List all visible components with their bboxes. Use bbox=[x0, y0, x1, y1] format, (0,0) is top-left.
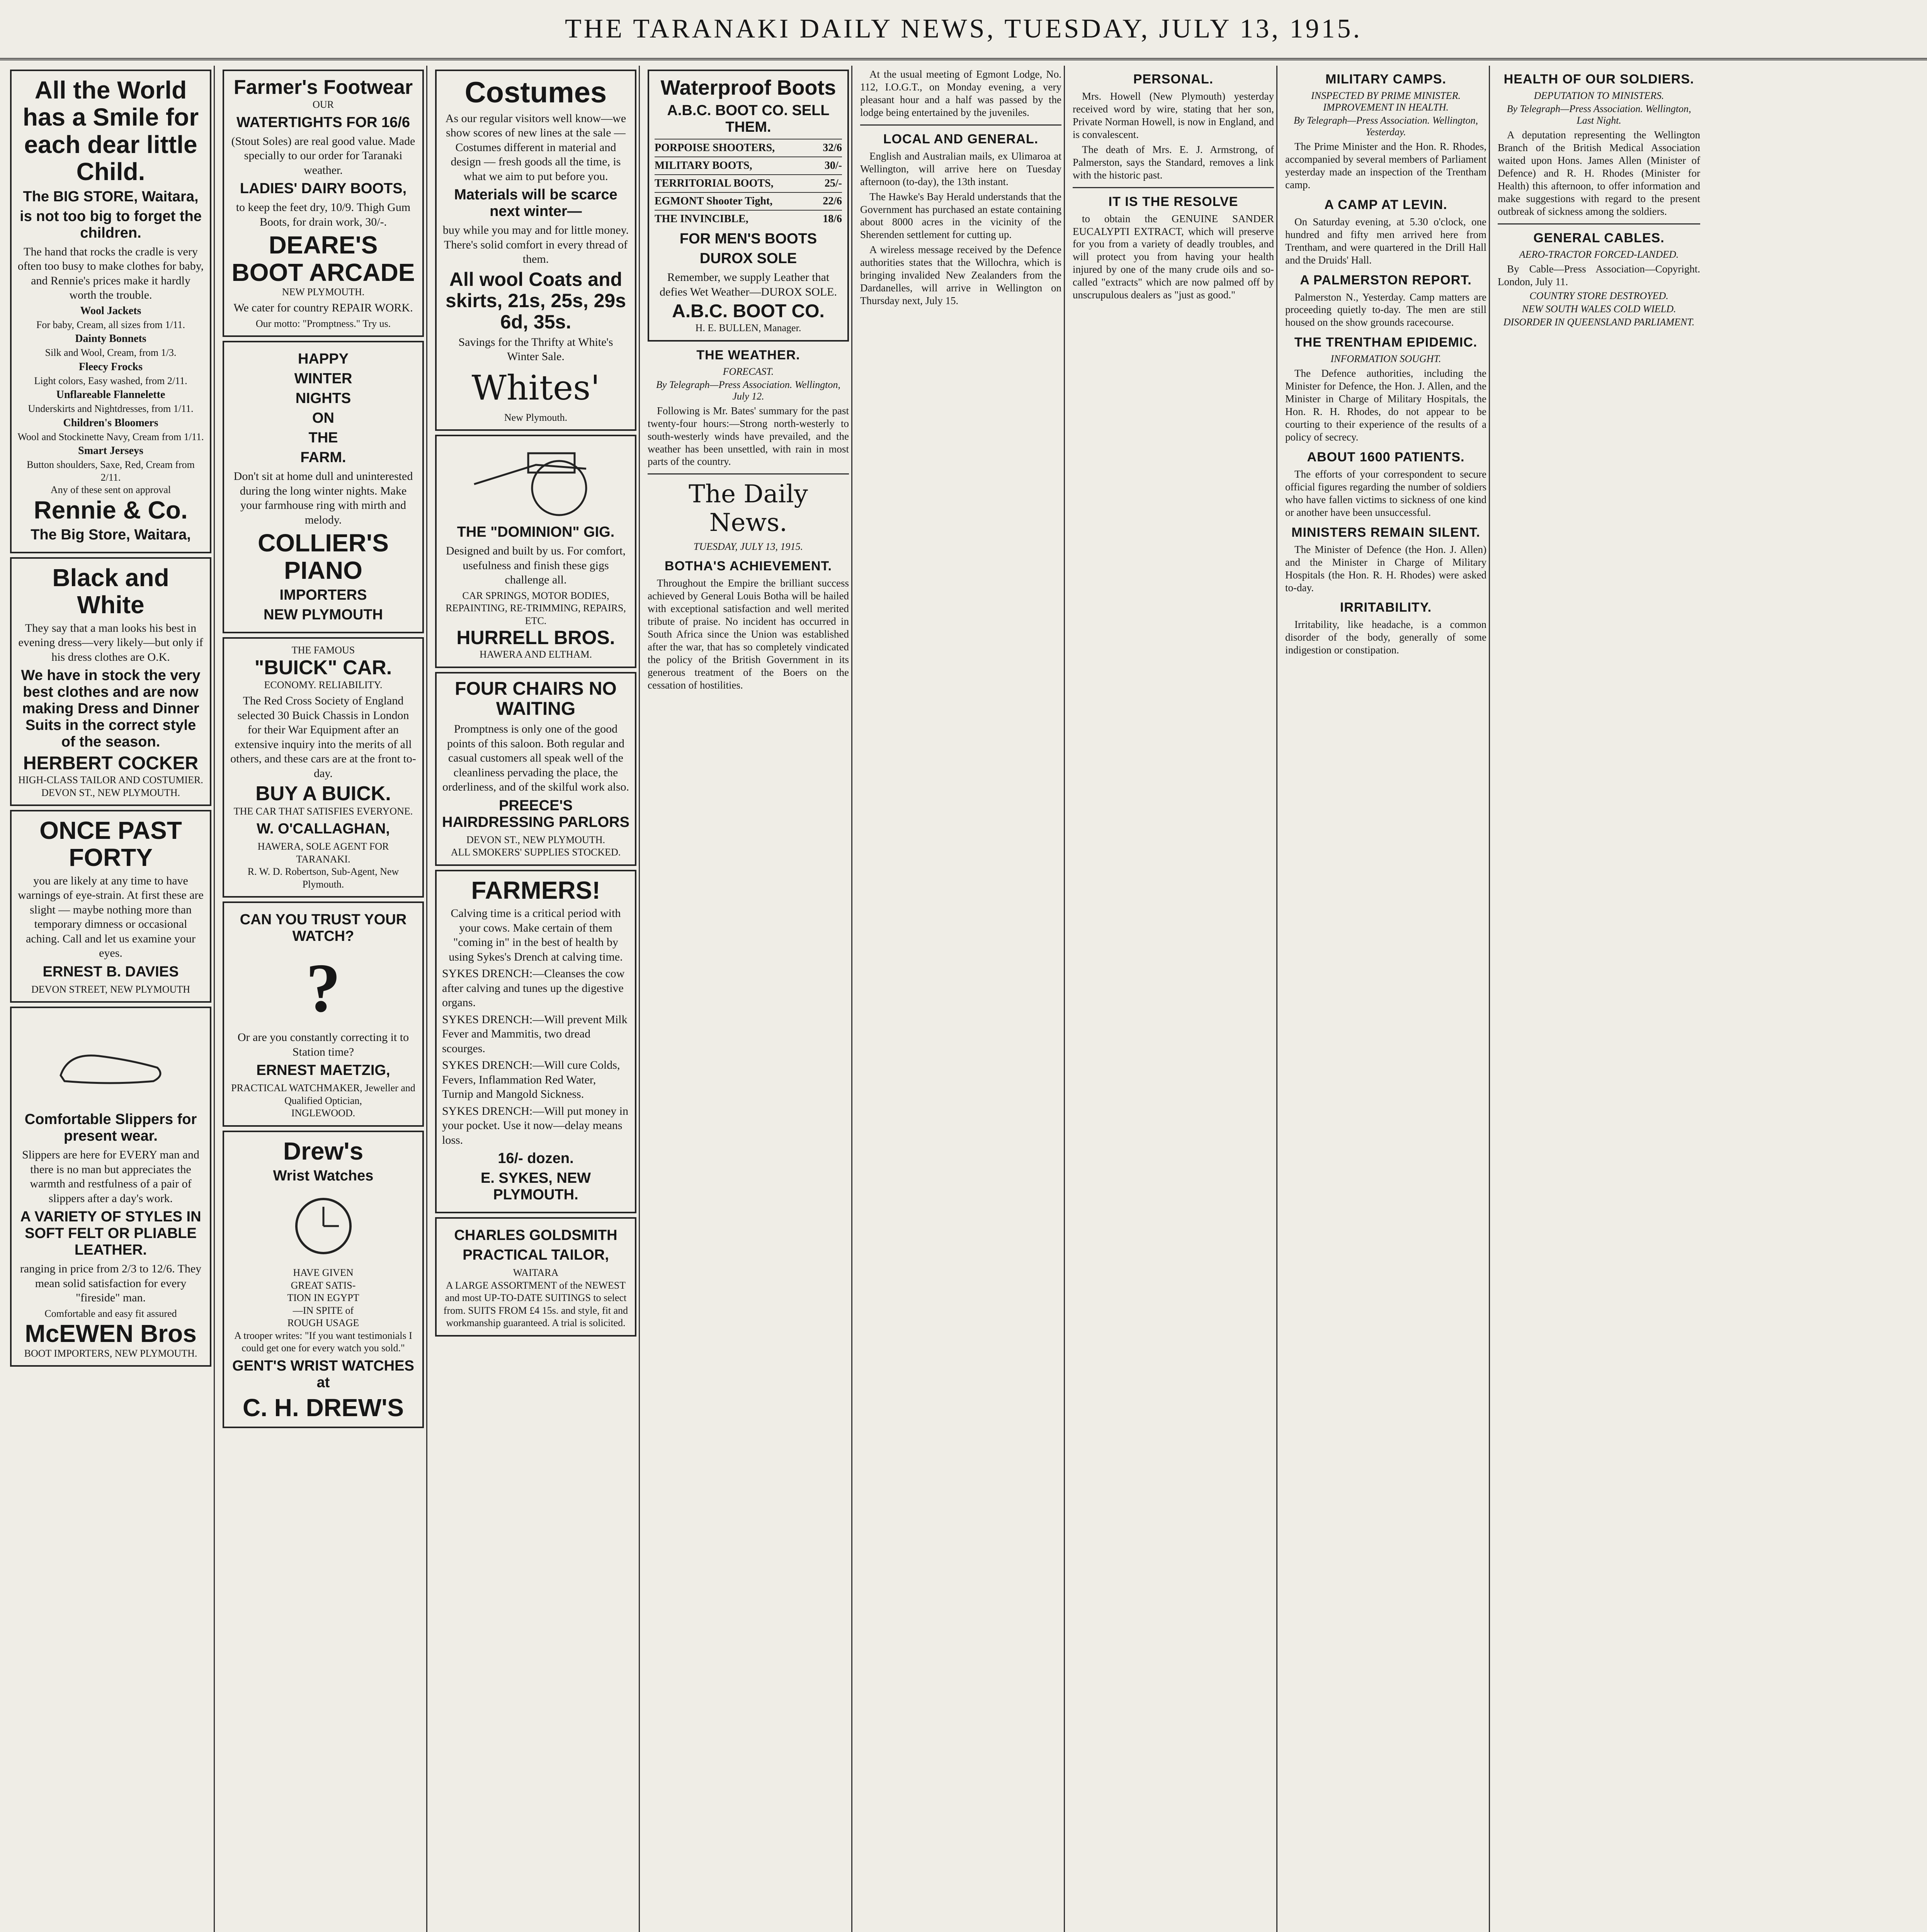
item-name: Dainty Bonnets bbox=[75, 333, 146, 345]
costumes-offer: All wool Coats and skirts, 21s, 25s, 29s 6d, 35s. bbox=[445, 268, 626, 333]
abc-sub: A.B.C. BOOT CO. SELL THEM. bbox=[667, 102, 830, 136]
item-desc: Silk and Wool, Cream, from 1/3. bbox=[45, 347, 177, 359]
maetzig-city: INGLEWOOD. bbox=[291, 1107, 355, 1119]
buick-tagline: ECONOMY. RELIABILITY. bbox=[264, 679, 383, 690]
approval-note: Any of these sent on approval bbox=[50, 484, 171, 496]
ministers-headline: MINISTERS REMAIN SILENT. bbox=[1291, 525, 1480, 540]
column-1 bbox=[8, 66, 215, 1932]
collier-importers: IMPORTERS bbox=[279, 587, 367, 604]
footwear-headline: Farmer's Footwear bbox=[233, 76, 413, 99]
drew-ad bbox=[223, 1131, 424, 1428]
cocker-address: DEVON ST., NEW PLYMOUTH. bbox=[41, 787, 180, 798]
costumes-ad bbox=[435, 70, 636, 431]
buick-headline: "BUICK" CAR. bbox=[254, 656, 392, 679]
trentham-headline: THE TRENTHAM EPIDEMIC. bbox=[1294, 335, 1478, 350]
slipper-icon bbox=[53, 1017, 169, 1102]
collier-company: COLLIER'S bbox=[258, 529, 389, 557]
sykes-item: SYKES DRENCH:—Will prevent Milk Fever and Mammitis, two dread scourges. bbox=[442, 1013, 628, 1055]
boot-price: 32/6 bbox=[823, 142, 842, 154]
abc-durox: DUROX SOLE bbox=[699, 250, 797, 267]
davies-body: you are likely at any time to have warnings of eye-strain. At first these are slight — maybe nothing more than temporary dimness or occasional aching. Call and let us examine your eyes. bbox=[18, 874, 204, 960]
drew-quote: A trooper writes: "If you want testimonials I could get one for every watch you sold." bbox=[234, 1330, 412, 1354]
maetzig-headline: CAN YOU TRUST YOUR WATCH? bbox=[240, 912, 407, 945]
local-body: The Hawke's Bay Herald understands that the Government has purchased an estate containing about 8000 acres in the vicinity of the Sherenden settlement for cutting up. bbox=[860, 190, 1061, 241]
item-desc: Light colors, Easy washed, from 2/11. bbox=[34, 375, 187, 386]
cables-headline: GENERAL CABLES. bbox=[1533, 230, 1665, 245]
buick-ad bbox=[223, 637, 424, 898]
item-name: Unflareable Flannelette bbox=[56, 389, 165, 401]
mcewen-prices: ranging in price from 2/3 to 12/6. They mean solid satisfaction for every "fireside" man. bbox=[20, 1262, 202, 1304]
boot-name: MILITARY BOOTS, bbox=[655, 160, 752, 172]
preece-company: PREECE'S HAIRDRESSING PARLORS bbox=[442, 797, 629, 830]
sykes-price: 16/- dozen. bbox=[498, 1150, 574, 1167]
sykes-item: SYKES DRENCH:—Will cure Colds, Fevers, Inflammation Red Water, Turnip and Mangold Sickness. bbox=[442, 1059, 620, 1101]
drew-company: C. H. DREW'S bbox=[243, 1393, 404, 1422]
military-headline: MILITARY CAMPS. bbox=[1325, 72, 1446, 87]
sykes-headline: FARMERS! bbox=[471, 876, 600, 904]
item-desc: Button shoulders, Saxe, Red, Cream from 2/11. bbox=[27, 459, 195, 483]
collier-word: ON bbox=[312, 410, 334, 427]
deare-address: NEW PLYMOUTH. bbox=[282, 286, 365, 298]
collier-word: WINTER bbox=[294, 371, 352, 387]
hurrell-services: CAR SPRINGS, MOTOR BODIES, REPAINTING, RE-TRIMMING, REPAIRS, ETC. bbox=[446, 590, 626, 626]
mcewen-body: Slippers are here for EVERY man and there is no man but appreciates the warmth and restfulness of a pair of slippers after a day's work. bbox=[22, 1148, 199, 1205]
column-3 bbox=[433, 66, 640, 1932]
sykes-ad bbox=[435, 870, 636, 1213]
collier-ad bbox=[223, 341, 424, 633]
mcewen-ad bbox=[10, 1007, 211, 1367]
sykes-item: SYKES DRENCH:—Cleanses the cow after calving and tunes up the digestive organs. bbox=[442, 967, 625, 1009]
price-row bbox=[655, 156, 842, 174]
drew-item: GREAT SATIS- bbox=[291, 1279, 356, 1291]
wrist-watch-icon bbox=[285, 1187, 362, 1265]
item-name: Smart Jerseys bbox=[78, 445, 143, 457]
palmerston-body: Palmerston N., Yesterday. Camp matters are proceeding quietly to-day. The men are still housed on the show grounds racecourse. bbox=[1285, 291, 1486, 328]
costumes-headline: Costumes bbox=[464, 76, 607, 109]
column-8 bbox=[1495, 66, 1702, 1932]
company-sub: The Big Store, Waitara, bbox=[31, 526, 191, 543]
resolve-body: to obtain the GENUINE SANDER EUCALYPTI EXTRACT, which will preserve for you from a variety of deadly troubles, and will protect you from having your health injured by one of the many crude oils and so-called "extracts" which are now palmed off by unscrupulous dealers as "just as good." bbox=[1073, 213, 1274, 301]
collier-word: THE bbox=[308, 430, 338, 446]
military-sub: INSPECTED BY PRIME MINISTER. IMPROVEMENT IN HEALTH. bbox=[1311, 90, 1461, 113]
deare-arcade: BOOT ARCADE bbox=[231, 258, 415, 286]
preece-note: ALL SMOKERS' SUPPLIES STOCKED. bbox=[451, 847, 621, 858]
mcewen-headline: Comfortable Slippers for present wear. bbox=[24, 1111, 197, 1145]
goldsmith-role: PRACTICAL TAILOR, bbox=[463, 1247, 609, 1264]
column-6 bbox=[1070, 66, 1277, 1932]
footwear-line1: WATERTIGHTS FOR 16/6 bbox=[236, 114, 410, 131]
trentham-body: The Defence authorities, including the Minister for Defence, the Hon. J. Allen, and the Minister in Charge of Military Hospitals, the Hon. R. H. Rhodes, do not appear to be courting to their experience of the results of a policy of secrecy. bbox=[1285, 367, 1486, 443]
abc-remember: Remember, we supply Leather that defies Wet Weather—DUROX SOLE. bbox=[660, 271, 837, 298]
resolve-headline: IT IS THE RESOLVE bbox=[1108, 194, 1238, 209]
paper-name: The Daily News. bbox=[689, 480, 808, 537]
drew-item: TION IN EGYPT bbox=[287, 1292, 359, 1304]
buick-subagent: R. W. D. Robertson, Sub-Agent, New Plymouth. bbox=[247, 866, 399, 890]
boot-price: 25/- bbox=[824, 177, 842, 190]
weather-forecast: FORECAST. bbox=[723, 366, 774, 377]
item-desc: For baby, Cream, all sizes from 1/11. bbox=[36, 319, 185, 330]
buick-satisfies: THE CAR THAT SATISFIES EVERYONE. bbox=[233, 805, 413, 817]
buick-cta: BUY A BUICK. bbox=[255, 782, 391, 805]
goldsmith-name: CHARLES GOLDSMITH bbox=[454, 1227, 617, 1244]
masthead-title: THE TARANAKI DAILY NEWS, TUESDAY, JULY 13, 1915. bbox=[565, 14, 1362, 44]
maetzig-role: PRACTICAL WATCHMAKER, Jeweller and Qualified Optician, bbox=[231, 1082, 415, 1106]
local-headline: LOCAL AND GENERAL. bbox=[883, 131, 1039, 146]
collier-word: HAPPY bbox=[298, 351, 349, 367]
maetzig-name: ERNEST MAETZIG, bbox=[256, 1062, 390, 1079]
item-name: Fleecy Frocks bbox=[78, 361, 143, 373]
costumes-materials: Materials will be scarce next winter— bbox=[454, 187, 617, 220]
mcewen-variety: A VARIETY OF STYLES IN SOFT FELT OR PLIABLE LEATHER. bbox=[20, 1209, 201, 1259]
big-store-ad bbox=[10, 70, 211, 553]
divider bbox=[1073, 187, 1274, 188]
mcewen-note: Comfortable and easy fit assured bbox=[44, 1308, 177, 1319]
buick-famous: THE FAMOUS bbox=[291, 645, 355, 656]
boot-name: THE INVINCIBLE, bbox=[655, 213, 748, 225]
big-store-tagline: is not too big to forget the children. bbox=[20, 208, 202, 241]
column-2 bbox=[220, 66, 427, 1932]
collier-city: NEW PLYMOUTH bbox=[264, 607, 383, 623]
preece-body: Promptness is only one of the good points of this saloon. Both regular and casual customers all speak well of the cleanliness pervading the place, the orderliness, and of the skilful work also. bbox=[442, 723, 629, 794]
personal-headline: PERSONAL. bbox=[1133, 72, 1214, 87]
cocker-name: HERBERT COCKER bbox=[23, 753, 199, 774]
collier-product: PIANO bbox=[284, 556, 362, 584]
cocker-role: HIGH-CLASS TAILOR AND COSTUMIER. bbox=[18, 774, 203, 786]
cocker-headline: Black and White bbox=[52, 563, 169, 619]
footwear-line2: (Stout Soles) are real good value. Made specially to our order for Taranaki weather. bbox=[231, 134, 415, 177]
big-store-intro: The hand that rocks the cradle is very often too busy to make clothes for baby, and Rennie's prices make it hardly worth the trouble. bbox=[17, 245, 204, 302]
abc-company: A.B.C. BOOT CO. bbox=[672, 301, 825, 322]
drew-item: ROUGH USAGE bbox=[287, 1317, 359, 1329]
abc-boot-ad bbox=[648, 70, 849, 342]
sykes-item: SYKES DRENCH:—Will put money in your pocket. Use it now—delay means loss. bbox=[442, 1104, 629, 1146]
boot-name: EGMONT Shooter Tight, bbox=[655, 195, 773, 207]
collier-body: Don't sit at home dull and uninterested during the long winter nights. Make your farmhouse ring with mirth and melody. bbox=[233, 470, 413, 526]
column-5 bbox=[858, 66, 1065, 1932]
local-body: English and Australian mails, ex Ulimaroa at Wellington, will arrive here on Tuesday afternoon (to-day), the 13th instant. bbox=[860, 150, 1061, 187]
hurrell-ad bbox=[435, 435, 636, 668]
drew-product: Wrist Watches bbox=[273, 1168, 374, 1184]
drew-brand: Drew's bbox=[283, 1137, 364, 1165]
newspaper-page bbox=[8, 66, 1919, 1932]
buick-body: The Red Cross Society of England selected 30 Buick Chassis in London for their War Equipment after an extensive inquiry into the merits of all others, and these cars are at the front to-day. bbox=[230, 694, 416, 780]
footwear-our: OUR bbox=[313, 99, 334, 111]
question-mark-icon: ? bbox=[306, 949, 341, 1027]
maetzig-body: Or are you constantly correcting it to Station time? bbox=[237, 1031, 409, 1058]
editorial-headline: BOTHA'S ACHIEVEMENT. bbox=[665, 559, 832, 574]
preece-ad bbox=[435, 672, 636, 866]
abc-mens: FOR MEN'S BOOTS bbox=[679, 231, 817, 247]
weather-body: Following is Mr. Bates' summary for the past twenty-four hours:—Strong north-westerly to south-westerly winds have prevailed, and the weather has been unsettled, with rain in most parts of the country. bbox=[648, 405, 849, 468]
cables-sub: AERO-TRACTOR FORCED-LANDED. bbox=[1519, 248, 1679, 260]
price-row bbox=[655, 210, 842, 228]
item-name: Wool Jackets bbox=[80, 304, 141, 317]
big-store-name: The BIG STORE, Waitara, bbox=[23, 188, 199, 205]
health-body: A deputation representing the Wellington Branch of the British Medical Association waited upon Hons. James Allen (Minister of Defence) and R. H. Rhodes (Minister for Health) this afternoon, to offer information and make suggestions with regard to the present outbreak of sickness among the soldiers. bbox=[1498, 129, 1700, 217]
drew-sub: GENT'S WRIST WATCHES at bbox=[232, 1357, 414, 1391]
deare-motto: Our motto: "Promptness." Try us. bbox=[255, 318, 391, 329]
divider bbox=[648, 473, 849, 474]
abc-manager: H. E. BULLEN, Manager. bbox=[695, 322, 801, 334]
patients-headline: ABOUT 1600 PATIENTS. bbox=[1307, 449, 1465, 464]
cables-sub: DISORDER IN QUEENSLAND PARLIAMENT. bbox=[1503, 316, 1695, 328]
patients-body: The efforts of your correspondent to secure official figures regarding the number of soldiers who have fallen victims to sickness of one kind or another have been unsuccessful. bbox=[1285, 468, 1486, 518]
costumes-body: As our regular visitors well know—we show scores of new lines at the sale — Costumes different in material and design — fresh goods all the time, is what we aim to put before you. bbox=[445, 112, 626, 183]
davies-ad bbox=[10, 810, 211, 1003]
cocker-body: They say that a man looks his best in evening dress—very likely—but only if his dress clothes are O.K. bbox=[18, 621, 203, 663]
divider bbox=[1498, 223, 1700, 224]
personal-body: Mrs. Howell (New Plymouth) yesterday received word by wire, stating that her son, Private Norman Howell, is now in England, and is convalescent. bbox=[1073, 90, 1274, 140]
drew-item: —IN SPITE of bbox=[293, 1304, 354, 1316]
whites-name: Whites' bbox=[471, 367, 600, 408]
personal-body: The death of Mrs. E. J. Armstrong, of Palmerston, says the Standard, removes a link with the historic past. bbox=[1073, 143, 1274, 181]
weather-headline: THE WEATHER. bbox=[696, 347, 800, 362]
whites-city: New Plymouth. bbox=[504, 412, 568, 423]
drew-item: HAVE GIVEN bbox=[293, 1267, 354, 1279]
preece-address: DEVON ST., NEW PLYMOUTH. bbox=[466, 834, 605, 845]
cables-sub: COUNTRY STORE DESTROYED. bbox=[1529, 290, 1668, 302]
mcewen-company: McEWEN Bros bbox=[25, 1320, 197, 1348]
footwear-line3: LADIES' DAIRY BOOTS, bbox=[240, 180, 407, 197]
price-row bbox=[655, 192, 842, 210]
deare-name: DEARE'S bbox=[269, 231, 378, 259]
davies-name: ERNEST B. DAVIES bbox=[43, 963, 179, 980]
editorial-body: Throughout the Empire the brilliant success achieved by General Louis Botha will be hailed with exceptional satisfaction and well merited tribute of praise. No incident has occurred in South Africa since the Union was established after the war, that has so completely vindicated the policy of the British Government in its generous treatment of the Boers on the cessation of hostilities. bbox=[648, 577, 849, 691]
weather-byline: By Telegraph—Press Association. Wellington, July 12. bbox=[656, 379, 840, 402]
hurrell-gig: THE "DOMINION" GIG. bbox=[457, 524, 615, 541]
trentham-sub: INFORMATION SOUGHT. bbox=[1330, 353, 1441, 365]
company-name: Rennie & Co. bbox=[34, 496, 188, 524]
health-sub: DEPUTATION TO MINISTERS. bbox=[1534, 90, 1664, 101]
irritability-headline: IRRITABILITY. bbox=[1340, 600, 1432, 615]
davies-address: DEVON STREET, NEW PLYMOUTH bbox=[31, 983, 190, 995]
boot-price: 30/- bbox=[824, 160, 842, 172]
boot-name: TERRITORIAL BOOTS, bbox=[655, 177, 774, 190]
buick-agent: W. O'CALLAGHAN, bbox=[257, 821, 390, 837]
costumes-savings: Savings for the Thrifty at White's Winter Sale. bbox=[458, 335, 613, 363]
ministers-body: The Minister of Defence (the Hon. J. Allen) and the Minister in Charge of Military Hospitals (the Hon. R. H. Rhodes) were asked to-day. bbox=[1285, 543, 1486, 594]
collier-word: NIGHTS bbox=[295, 390, 351, 407]
cocker-stock: We have in stock the very best clothes and are now making Dress and Dinner Suits in the correct style of the season. bbox=[21, 667, 201, 750]
masthead bbox=[0, 0, 1927, 60]
davies-headline: ONCE PAST FORTY bbox=[39, 816, 182, 872]
goldsmith-ad bbox=[435, 1217, 636, 1337]
deare-repair: We cater for country REPAIR WORK. bbox=[233, 301, 413, 315]
maetzig-ad bbox=[223, 901, 424, 1127]
price-row bbox=[655, 174, 842, 192]
cocker-ad bbox=[10, 557, 211, 806]
paper-date: TUESDAY, JULY 13, 1915. bbox=[693, 541, 803, 553]
farmers-footwear-ad bbox=[223, 70, 424, 337]
collier-word: FARM. bbox=[300, 449, 346, 466]
item-desc: Underskirts and Nightdresses, from 1/11. bbox=[28, 403, 194, 415]
local-body: A wireless message received by the Defence authorities states that the Willochra, which is bringing invalided New Zealanders from the Dardanelles, will arrive in Wellington on Thursday next, July 15. bbox=[860, 244, 1061, 307]
abc-headline: Waterproof Boots bbox=[660, 76, 836, 99]
divider bbox=[860, 124, 1061, 126]
palmerston-headline: A PALMERSTON REPORT. bbox=[1300, 272, 1472, 287]
price-row bbox=[655, 139, 842, 156]
hurrell-body: Designed and built by us. For comfort, usefulness and finish these gigs challenge all. bbox=[446, 544, 626, 587]
column-4 bbox=[645, 66, 852, 1932]
levin-body: On Saturday evening, at 5.30 o'clock, one hundred and fifty men arrived here from Trentham, and were quartered in the Drill Hall and the Druids' Hall. bbox=[1285, 216, 1486, 266]
hurrell-company: HURRELL BROS. bbox=[456, 627, 615, 649]
footwear-line4: to keep the feet dry, 10/9. Thigh Gum Boots, for drain work, 30/-. bbox=[236, 201, 411, 228]
military-byline: By Telegraph—Press Association. Wellington, Yesterday. bbox=[1294, 115, 1478, 138]
costumes-body2: buy while you may and for little money. There's solid comfort in every thread of them. bbox=[442, 224, 629, 266]
health-byline: By Telegraph—Press Association. Wellington, Last Night. bbox=[1507, 103, 1691, 126]
irritability-body: Irritability, like headache, is a common disorder of the body, generally of some indigestion or constipation. bbox=[1285, 619, 1486, 656]
big-store-headline: All the World has a Smile for each dear little Child. bbox=[22, 76, 199, 186]
item-desc: Wool and Stockinette Navy, Cream from 1/11. bbox=[17, 431, 204, 442]
item-name: Children's Bloomers bbox=[63, 417, 158, 429]
mcewen-sub: BOOT IMPORTERS, NEW PLYMOUTH. bbox=[24, 1347, 197, 1359]
buick-agent-loc: HAWERA, SOLE AGENT FOR TARANAKI. bbox=[257, 841, 389, 865]
preece-headline: FOUR CHAIRS NO WAITING bbox=[455, 678, 617, 719]
egmont-body: At the usual meeting of Egmont Lodge, No. 112, I.O.G.T., on Monday evening, a very pleasant hour and a half was passed by the lodge being entertained by the juveniles. bbox=[860, 68, 1061, 118]
health-headline: HEALTH OF OUR SOLDIERS. bbox=[1504, 72, 1694, 87]
hurrell-loc: HAWERA AND ELTHAM. bbox=[480, 649, 592, 660]
cables-sub: NEW SOUTH WALES COLD WIELD. bbox=[1522, 303, 1676, 315]
sykes-company: E. SYKES, NEW PLYMOUTH. bbox=[480, 1170, 591, 1203]
cables-body: By Cable—Press Association—Copyright. London, July 11. bbox=[1498, 263, 1700, 287]
sykes-body: Calving time is a critical period with your cows. Make certain of them "coming in" in the best of health by using Sykes's Drench at calving time. bbox=[449, 907, 623, 963]
military-body: The Prime Minister and the Hon. R. Rhodes, accompanied by several members of Parliament yesterday made an inspection of the Trentham camp. bbox=[1285, 141, 1486, 190]
gig-carriage-icon bbox=[459, 442, 613, 519]
goldsmith-body: A LARGE ASSORTMENT of the NEWEST and most UP-TO-DATE SUITINGS to select from. SUITS FROM £4 15s. and style, fit and workmanship guaranteed. A trial is solicited. bbox=[443, 1279, 628, 1329]
levin-headline: A CAMP AT LEVIN. bbox=[1324, 197, 1447, 212]
boot-price: 22/6 bbox=[823, 195, 842, 207]
boot-price: 18/6 bbox=[823, 213, 842, 225]
goldsmith-city: WAITARA bbox=[513, 1267, 559, 1279]
column-7 bbox=[1283, 66, 1490, 1932]
boot-name: PORPOISE SHOOTERS, bbox=[655, 142, 775, 154]
